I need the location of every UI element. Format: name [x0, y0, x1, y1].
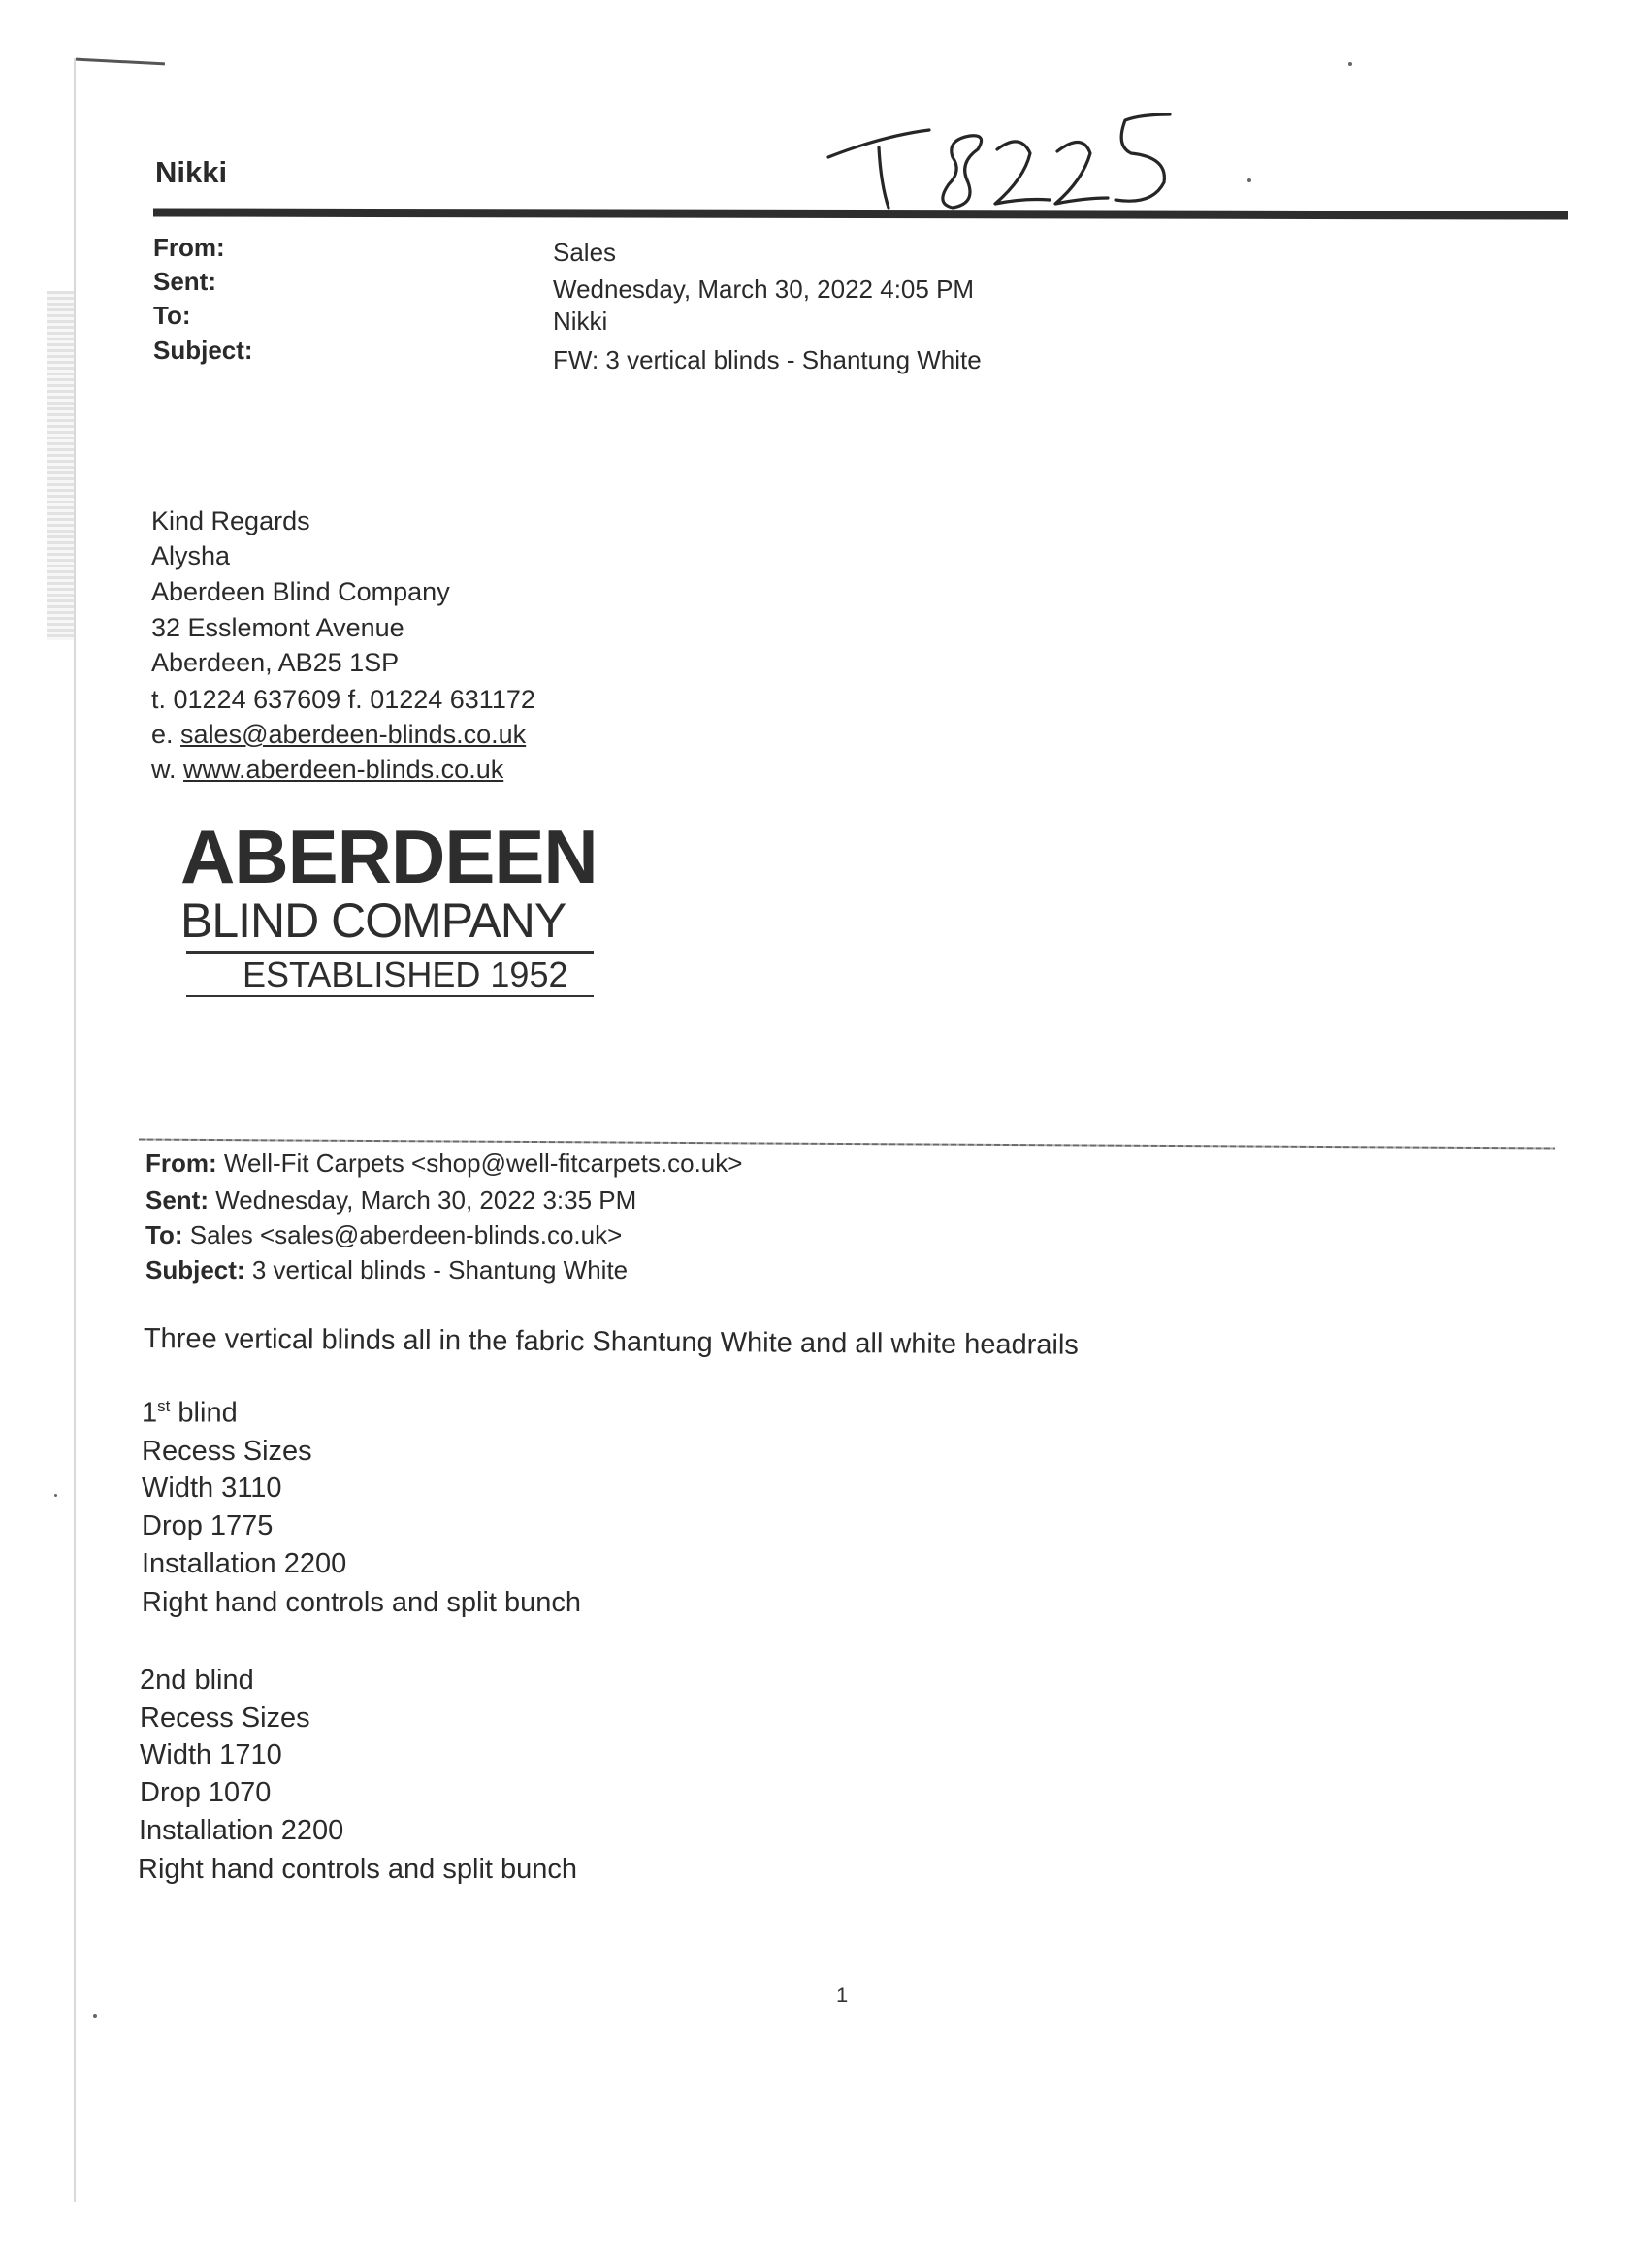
- signature-greeting: Kind Regards: [151, 506, 310, 535]
- blind1-recess: Recess Sizes: [142, 1436, 312, 1467]
- scan-smudge: [47, 291, 74, 640]
- to-label: To:: [153, 301, 191, 330]
- sent-label: Sent:: [153, 267, 216, 296]
- fw-from-value: Well-Fit Carpets <shop@well-fitcarpets.co.uk>: [223, 1149, 743, 1178]
- to-value: Nikki: [553, 307, 608, 336]
- blind2-title: 2nd blind: [140, 1665, 254, 1696]
- from-value: Sales: [553, 238, 617, 267]
- signature-email-row: [151, 720, 526, 750]
- logo-underline: [186, 995, 594, 997]
- body-intro: Three vertical blinds all in the fabric Shantung White and all white headrails: [143, 1323, 1079, 1361]
- logo-aberdeen: ABERDEEN: [180, 814, 598, 899]
- scan-speck: [1247, 178, 1251, 182]
- recipient-name: Nikki: [155, 155, 228, 189]
- handwritten-reference: [824, 107, 1203, 213]
- blind1-title: [142, 1397, 238, 1430]
- forward-separator: [139, 1139, 1555, 1150]
- scan-speck: [93, 2014, 97, 2018]
- fw-to-label: To:: [146, 1220, 183, 1249]
- fw-subject-value: 3 vertical blinds - Shantung White: [251, 1255, 629, 1284]
- logo-blind-company: BLIND COMPANY: [180, 893, 566, 948]
- scan-speck: [1348, 62, 1352, 66]
- blind2-recess: Recess Sizes: [140, 1702, 310, 1733]
- sent-value: Wednesday, March 30, 2022 4:05 PM: [553, 275, 975, 304]
- signature-address-1: 32 Esslemont Avenue: [151, 613, 404, 642]
- signature-web-row: [151, 755, 503, 785]
- scan-mark: [76, 58, 165, 66]
- fw-subject-label: Subject:: [146, 1255, 245, 1284]
- scan-speck: [54, 1494, 57, 1497]
- email-prefix: e.: [151, 720, 174, 749]
- fw-sent-label: Sent:: [146, 1185, 209, 1215]
- logo-divider: [186, 951, 594, 954]
- signature-company: Aberdeen Blind Company: [151, 577, 450, 606]
- fw-subject-row: [146, 1255, 628, 1285]
- blind1-number: 1: [142, 1397, 158, 1429]
- blind2-controls: Right hand controls and split bunch: [138, 1854, 578, 1885]
- fw-to-row: [146, 1220, 622, 1250]
- signature-phones: t. 01224 637609 f. 01224 631172: [151, 685, 535, 714]
- fw-sent-value: Wednesday, March 30, 2022 3:35 PM: [215, 1185, 637, 1215]
- subject-label: Subject:: [153, 336, 253, 365]
- web-prefix: w.: [151, 755, 177, 784]
- blind2-width: Width 1710: [140, 1739, 282, 1770]
- blind1-controls: Right hand controls and split bunch: [142, 1587, 582, 1618]
- blind1-drop: Drop 1775: [142, 1510, 274, 1541]
- blind1-title-text: blind: [170, 1397, 238, 1429]
- fw-to-value: Sales <sales@aberdeen-blinds.co.uk>: [189, 1220, 623, 1249]
- logo-established: ESTABLISHED 1952: [242, 955, 568, 994]
- blind1-installation: Installation 2200: [142, 1548, 347, 1579]
- blind1-ordinal: st: [157, 1397, 171, 1415]
- company-logo: [180, 813, 607, 1007]
- web-link[interactable]: www.aberdeen-blinds.co.uk: [183, 755, 504, 784]
- from-label: From:: [153, 233, 225, 262]
- subject-value: FW: 3 vertical blinds - Shantung White: [553, 345, 982, 374]
- fw-from-row: [146, 1149, 742, 1179]
- fw-sent-row: [146, 1185, 636, 1215]
- signature-address-2: Aberdeen, AB25 1SP: [151, 648, 400, 677]
- email-link[interactable]: sales@aberdeen-blinds.co.uk: [180, 720, 527, 749]
- signature-name: Alysha: [151, 541, 231, 570]
- page-number: 1: [836, 1983, 849, 2007]
- blind2-drop: Drop 1070: [140, 1777, 272, 1808]
- scan-edge-line: [74, 58, 76, 2202]
- header-rule: [153, 208, 1568, 219]
- blind2-installation: Installation 2200: [139, 1815, 344, 1846]
- blind1-width: Width 3110: [142, 1473, 282, 1504]
- fw-from-label: From:: [146, 1149, 217, 1178]
